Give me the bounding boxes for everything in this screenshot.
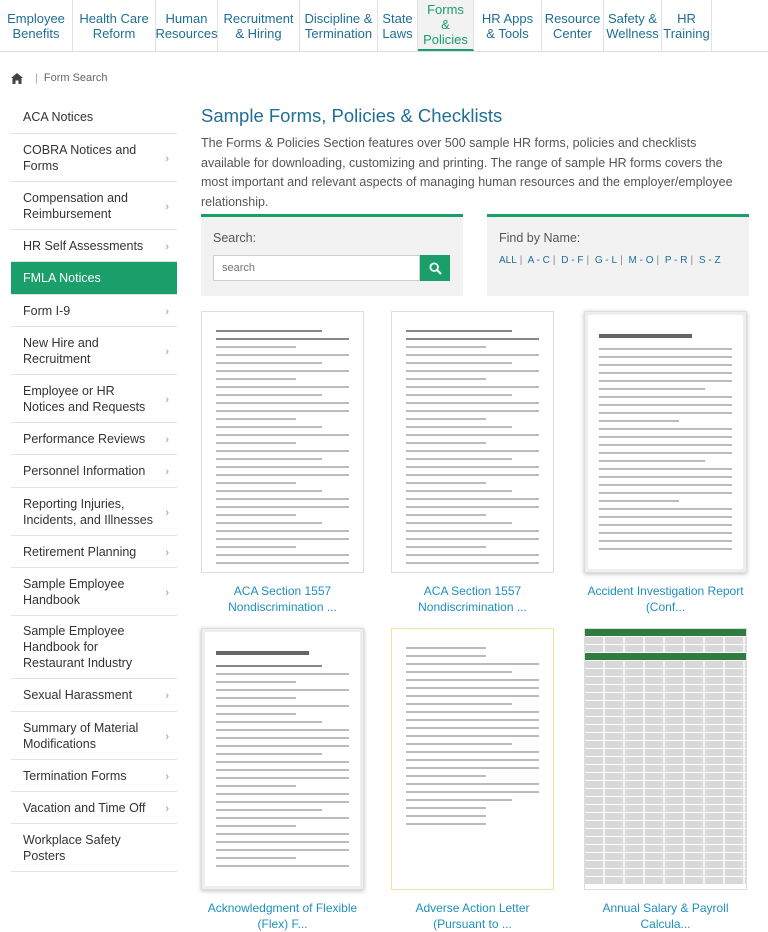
chevron-right-icon: › [165, 305, 169, 318]
form-thumbnail[interactable] [201, 628, 364, 890]
form-thumbnail[interactable] [391, 311, 554, 573]
letter-filter-p-r[interactable]: P - R [664, 255, 688, 266]
form-card-title[interactable]: ACA Section 1557 Nondiscrimination ... [228, 584, 337, 614]
sidebar-item-sexual-harassment[interactable] [11, 679, 177, 712]
sidebar-item-label: Form I-9 [23, 303, 71, 318]
sidebar-item-new-hire[interactable] [11, 327, 177, 375]
chevron-right-icon: › [165, 240, 169, 253]
form-card-title[interactable]: Acknowledgment of Flexible (Flex) F... [207, 901, 358, 931]
sidebar-item-employee-hr-notices[interactable] [11, 375, 177, 423]
sidebar-item-cobra[interactable] [11, 134, 177, 182]
form-thumbnail[interactable] [201, 311, 364, 573]
chevron-right-icon: › [165, 730, 169, 743]
chevron-right-icon: › [165, 393, 169, 406]
nav-tab-employee-benefits[interactable]: Employee Benefits [0, 0, 73, 51]
sidebar-item-label: Termination Forms [23, 768, 127, 783]
form-card[interactable] [391, 628, 554, 932]
sidebar-item-label: Sexual Harassment [23, 688, 133, 702]
sidebar-item-label: Workplace Safety Posters [23, 832, 121, 863]
letter-filter-g-l[interactable]: G - L [594, 255, 618, 266]
chevron-right-icon: › [165, 586, 169, 599]
chevron-right-icon: › [165, 690, 169, 702]
chevron-right-icon: › [165, 433, 169, 446]
nav-tab-resource-center[interactable]: Resource Center [542, 0, 604, 51]
letter-filter-a-c[interactable]: A - C [527, 255, 550, 266]
sidebar-item-label: New Hire and Recruitment [23, 335, 99, 366]
breadcrumb-separator: | [35, 72, 38, 84]
form-thumbnail[interactable] [391, 628, 554, 890]
form-thumbnail[interactable] [584, 311, 747, 573]
nav-tab-human-resources[interactable]: Human Resources [156, 0, 218, 51]
sidebar-item-form-i9[interactable] [11, 295, 177, 327]
nav-tab-hr-training[interactable]: HR Training [662, 0, 712, 51]
sidebar-item-label: Personnel Information [23, 464, 146, 478]
find-by-name-box [487, 214, 749, 296]
nav-tab-discipline-termination[interactable]: Discipline & Termination [300, 0, 378, 51]
search-label: Search: [213, 231, 257, 245]
top-navigation [0, 0, 768, 52]
form-thumbnail[interactable] [584, 628, 747, 890]
form-card-title[interactable]: ACA Section 1557 Nondiscrimination ... [418, 584, 527, 614]
intro-text: The Forms & Policies Section features over 500 sample HR forms, policies and checklists available for downloading, customizing and printing. The range of sample HR forms covers the most important and relevant aspects of managing human resources and the employer/employee relationship. [201, 136, 733, 209]
nav-tab-recruitment-hiring[interactable]: Recruitment & Hiring [218, 0, 300, 51]
search-panels [201, 214, 749, 296]
search-box [201, 214, 463, 296]
letter-filter-m-o[interactable]: M - O [628, 255, 654, 266]
chevron-right-icon: › [165, 152, 169, 165]
sidebar-item-label: Employee or HR Notices and Requests [23, 383, 146, 414]
form-card[interactable] [201, 311, 364, 615]
chevron-right-icon: › [165, 466, 169, 478]
sidebar-item-compensation[interactable] [11, 182, 177, 230]
home-icon[interactable] [11, 73, 23, 84]
sidebar-item-aca-notices[interactable] [11, 101, 177, 134]
sidebar-item-label: Compensation and Reimbursement [23, 190, 128, 221]
letter-filter-all[interactable]: ALL [499, 255, 517, 266]
search-input[interactable] [213, 255, 420, 281]
sidebar-item-fmla-notices[interactable] [11, 262, 177, 295]
sidebar-item-sample-handbook[interactable] [11, 568, 177, 616]
sidebar-item-personnel-information[interactable] [11, 455, 177, 488]
sidebar-item-summary-modifications[interactable] [11, 712, 177, 760]
sidebar-item-termination-forms[interactable] [11, 760, 177, 792]
form-card[interactable] [584, 628, 747, 932]
sidebar-item-restaurant-handbook[interactable] [11, 616, 177, 679]
search-button[interactable] [420, 255, 450, 281]
sidebar-item-label: FMLA Notices [23, 271, 101, 285]
search-icon [429, 262, 442, 275]
chevron-right-icon: › [165, 770, 169, 783]
sidebar-item-label: HR Self Assessments [23, 238, 144, 253]
breadcrumb-current: Form Search [43, 72, 108, 84]
sidebar-item-label: Sample Employee Handbook for Restaurant Industry [23, 624, 133, 670]
form-card[interactable] [201, 628, 364, 932]
nav-tab-state-laws[interactable]: State Laws [378, 0, 418, 51]
chevron-right-icon: › [165, 802, 169, 815]
sidebar-item-label: Sample Employee Handbook [23, 576, 125, 607]
sidebar-item-label: Vacation and Time Off [23, 800, 146, 815]
main-content [201, 104, 749, 266]
sidebar-item-hr-self-assessments[interactable] [11, 230, 177, 262]
form-card[interactable] [391, 311, 554, 615]
chevron-right-icon: › [165, 506, 169, 519]
letter-filter-d-f[interactable]: D - F [561, 255, 584, 266]
sidebar-item-vacation-time-off[interactable] [11, 792, 177, 824]
page-title: Sample Forms, Policies & Checklists [201, 105, 503, 126]
sidebar-item-label: Reporting Injuries, Incidents, and Illnesses [23, 496, 153, 527]
letter-filter-s-z[interactable]: S - Z [698, 255, 721, 266]
sidebar-item-workplace-safety-posters[interactable] [11, 824, 177, 872]
nav-tab-hr-apps-tools[interactable]: HR Apps & Tools [474, 0, 542, 51]
sidebar-item-label: ACA Notices [23, 110, 94, 124]
breadcrumb [11, 72, 107, 84]
form-card-title[interactable]: Annual Salary & Payroll Calcula... [602, 901, 729, 931]
form-card-title[interactable]: Adverse Action Letter (Pursuant to ... [415, 901, 530, 931]
chevron-right-icon: › [165, 200, 169, 213]
chevron-right-icon: › [165, 546, 169, 559]
letter-filter: ALL | A - C | D - F | G - L | M - O | P - R | S - Z [499, 255, 721, 266]
sidebar-item-reporting-injuries[interactable] [11, 488, 177, 536]
nav-tab-health-care-reform[interactable]: Health Care Reform [73, 0, 156, 51]
form-card[interactable] [584, 311, 747, 615]
sidebar-item-label: Retirement Planning [23, 544, 137, 559]
nav-tab-forms-policies[interactable]: Forms & Policies [418, 0, 474, 51]
form-card-title[interactable]: Accident Investigation Report (Conf... [587, 584, 744, 614]
nav-tab-safety-wellness[interactable]: Safety & Wellness [604, 0, 662, 51]
sidebar-item-label: Performance Reviews [23, 431, 146, 446]
find-by-name-label: Find by Name: [499, 231, 581, 245]
sidebar-item-label: Summary of Material Modifications [23, 720, 139, 751]
sidebar-item-performance-reviews[interactable] [11, 423, 177, 455]
chevron-right-icon: › [165, 345, 169, 358]
sidebar [11, 101, 177, 872]
sidebar-item-retirement-planning[interactable] [11, 536, 177, 568]
sidebar-item-label: COBRA Notices and Forms [23, 142, 137, 173]
